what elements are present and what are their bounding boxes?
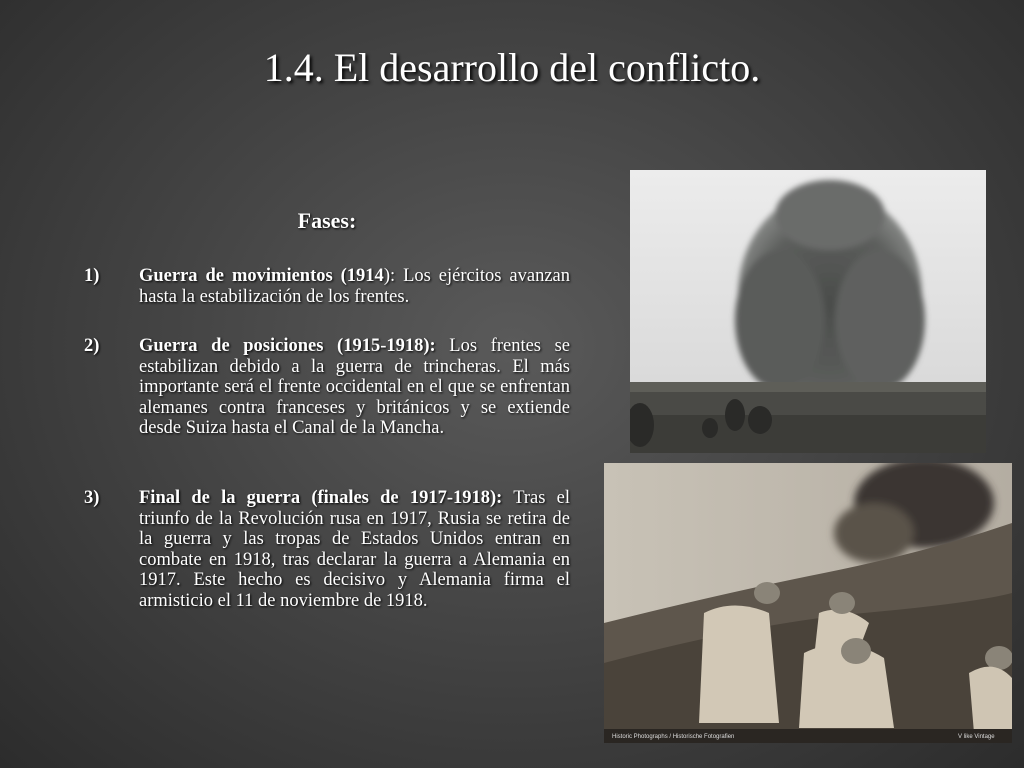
phase-item bbox=[84, 336, 570, 439]
phase-text bbox=[139, 266, 570, 307]
photo-credit: Historic Photographs / Historische Fotografien bbox=[612, 734, 735, 740]
explosion-photo bbox=[630, 170, 986, 453]
phase-heading: Final de la guerra (finales de 1917-1918): bbox=[139, 488, 503, 508]
phase-number: 1) bbox=[84, 266, 100, 286]
phase-body: Tras el triunfo de la Revolución rusa en 1917, Rusia se retira de la guerra y las tropas de Estados Unidos entran en combate en 1918, tras declarar la guerra a Alemania en 1917. Este hecho es decisivo y Alemania firma el armisticio el 11 de noviembre de 1918. bbox=[139, 488, 570, 611]
photo-watermark: V like Vintage bbox=[958, 734, 995, 740]
phases-heading: Fases: bbox=[297, 208, 357, 233]
phase-heading: Guerra de movimientos (1914 bbox=[139, 266, 384, 286]
phase-item bbox=[84, 488, 570, 611]
phase-number: 2) bbox=[84, 336, 100, 356]
phase-item bbox=[84, 266, 570, 307]
phase-text bbox=[139, 488, 570, 611]
phase-text bbox=[139, 336, 570, 439]
phase-heading: Guerra de posiciones (1915-1918): bbox=[139, 336, 436, 356]
trench-soldiers-photo bbox=[604, 463, 1012, 743]
phase-body: ): Los ejércitos avanzan hasta la estabilización de los frentes. bbox=[139, 266, 570, 307]
phase-body: Los frentes se estabilizan debido a la guerra de trincheras. El más importante será el frente occidental en el que se enfrentan alemanes contra franceses y británicos y se extiende desde Suiza hasta el Canal de la Mancha. bbox=[139, 336, 571, 438]
trench-illustration bbox=[604, 463, 1012, 743]
phase-number: 3) bbox=[84, 488, 100, 508]
explosion-illustration bbox=[630, 170, 986, 453]
slide-title: 1.4. El desarrollo del conflicto. bbox=[263, 45, 761, 90]
